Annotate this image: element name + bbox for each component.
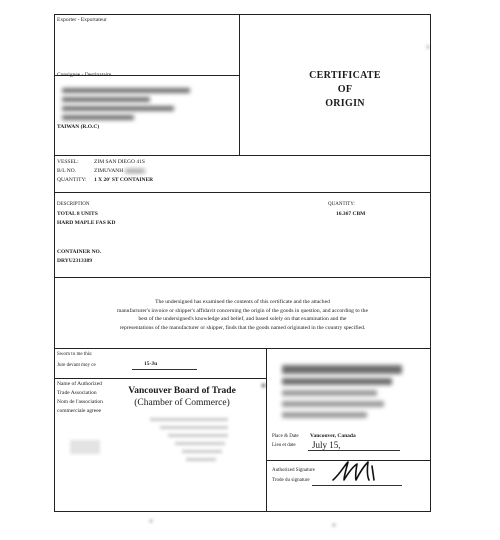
scan-mark bbox=[333, 524, 335, 526]
authority-label-fr: Nom de l'association bbox=[57, 399, 103, 405]
board-subname: (Chamber of Commerce) bbox=[134, 398, 230, 408]
authority-label: Name of Authorized bbox=[57, 381, 102, 387]
divider bbox=[239, 14, 240, 155]
vessel-label: VESSEL: bbox=[57, 159, 79, 165]
divider bbox=[54, 192, 431, 193]
faded-stamp bbox=[175, 442, 225, 445]
divider bbox=[54, 155, 431, 156]
date-value: July 15, bbox=[312, 440, 341, 450]
date-underline bbox=[308, 450, 400, 451]
redacted-text bbox=[282, 365, 402, 374]
faded-stamp bbox=[168, 434, 228, 437]
authority-label-fr: commerciale agreee bbox=[57, 408, 102, 414]
sworn-date-underline bbox=[132, 369, 197, 370]
description-line2: HARD MAPLE FAS KD bbox=[57, 220, 116, 226]
redacted-text bbox=[62, 115, 134, 120]
declaration-line: The undersigned has examined the contents of this certificate and the attached bbox=[155, 299, 330, 305]
bl-label: B/L NO. bbox=[57, 168, 77, 174]
faded-stamp bbox=[186, 458, 216, 461]
faded-stamp bbox=[150, 418, 228, 421]
redacted-text bbox=[282, 401, 384, 407]
auth-sig-label: Authorized Signature bbox=[272, 468, 315, 473]
redacted-text bbox=[125, 169, 145, 173]
redacted-text bbox=[62, 106, 174, 111]
description-label: DESCRIPTION bbox=[57, 202, 90, 207]
scan-mark bbox=[262, 384, 265, 387]
faded-stamp bbox=[160, 426, 228, 429]
divider bbox=[54, 277, 431, 278]
declaration-paragraph bbox=[70, 298, 415, 332]
certificate-title-line3: ORIGIN bbox=[325, 98, 365, 109]
description-line1: TOTAL 8 UNITS bbox=[57, 211, 98, 217]
certificate-title-line2: OF bbox=[337, 84, 353, 95]
quantity-label: QUANTITY: bbox=[57, 177, 87, 183]
sworn-label: Sworn to me this: bbox=[57, 352, 93, 357]
redacted-text bbox=[62, 88, 190, 93]
redacted-text bbox=[282, 412, 367, 418]
certificate-title-line1: CERTIFICATE bbox=[309, 70, 381, 81]
divider bbox=[266, 348, 267, 511]
redacted-text bbox=[282, 378, 392, 385]
faded-stamp bbox=[70, 440, 100, 454]
scan-mark bbox=[150, 520, 152, 522]
sworn-date: 15-Ju bbox=[144, 361, 158, 367]
place-date-label: Place & Date bbox=[272, 434, 299, 439]
consignee-country: TAIWAN (R.O.C) bbox=[57, 124, 100, 130]
declaration-line: representations of the manufacturer or shipper, finds that the goods named originated in the country specified. bbox=[119, 324, 366, 331]
quantity-column-value: 16.367 CBM bbox=[336, 211, 366, 217]
divider bbox=[54, 378, 266, 379]
signature-mark bbox=[330, 456, 390, 484]
exporter-label: Exporter - Exportateur bbox=[57, 17, 107, 23]
container-value: DRYU2313389 bbox=[57, 258, 92, 264]
scan-mark bbox=[427, 46, 429, 48]
consignee-label: Consignee - Destinataire bbox=[57, 72, 112, 78]
declaration-line: manufacturer's invoice or shipper's affidavit concerning the origin of the goods in question, and according to the bbox=[117, 307, 368, 314]
vessel-value: ZIM SAN DIEGO 41S bbox=[94, 159, 145, 165]
signature-line bbox=[312, 485, 402, 486]
board-name: Vancouver Board of Trade bbox=[128, 386, 236, 396]
auth-sig-label-fr: Trode du signature bbox=[272, 478, 310, 483]
quantity-value: 1 X 20' ST CONTAINER bbox=[94, 177, 154, 183]
container-label: CONTAINER NO. bbox=[57, 249, 102, 255]
quantity-column-label: QUANTITY: bbox=[328, 202, 355, 207]
divider bbox=[54, 348, 431, 349]
place-date-label-fr: Lieu et date bbox=[272, 443, 296, 448]
sworn-label-fr: Jure devant moy ce bbox=[57, 363, 96, 368]
faded-stamp bbox=[182, 450, 222, 453]
redacted-text bbox=[282, 390, 377, 396]
place-value: Vancouver, Canada bbox=[310, 433, 356, 439]
authority-label: Trade Association bbox=[57, 390, 97, 396]
redacted-text bbox=[62, 97, 150, 102]
declaration-line: best of the undersigned's knowledge and belief, and based solely on that examination and the bbox=[138, 316, 347, 323]
bl-value: ZIMUVANH bbox=[94, 168, 124, 174]
